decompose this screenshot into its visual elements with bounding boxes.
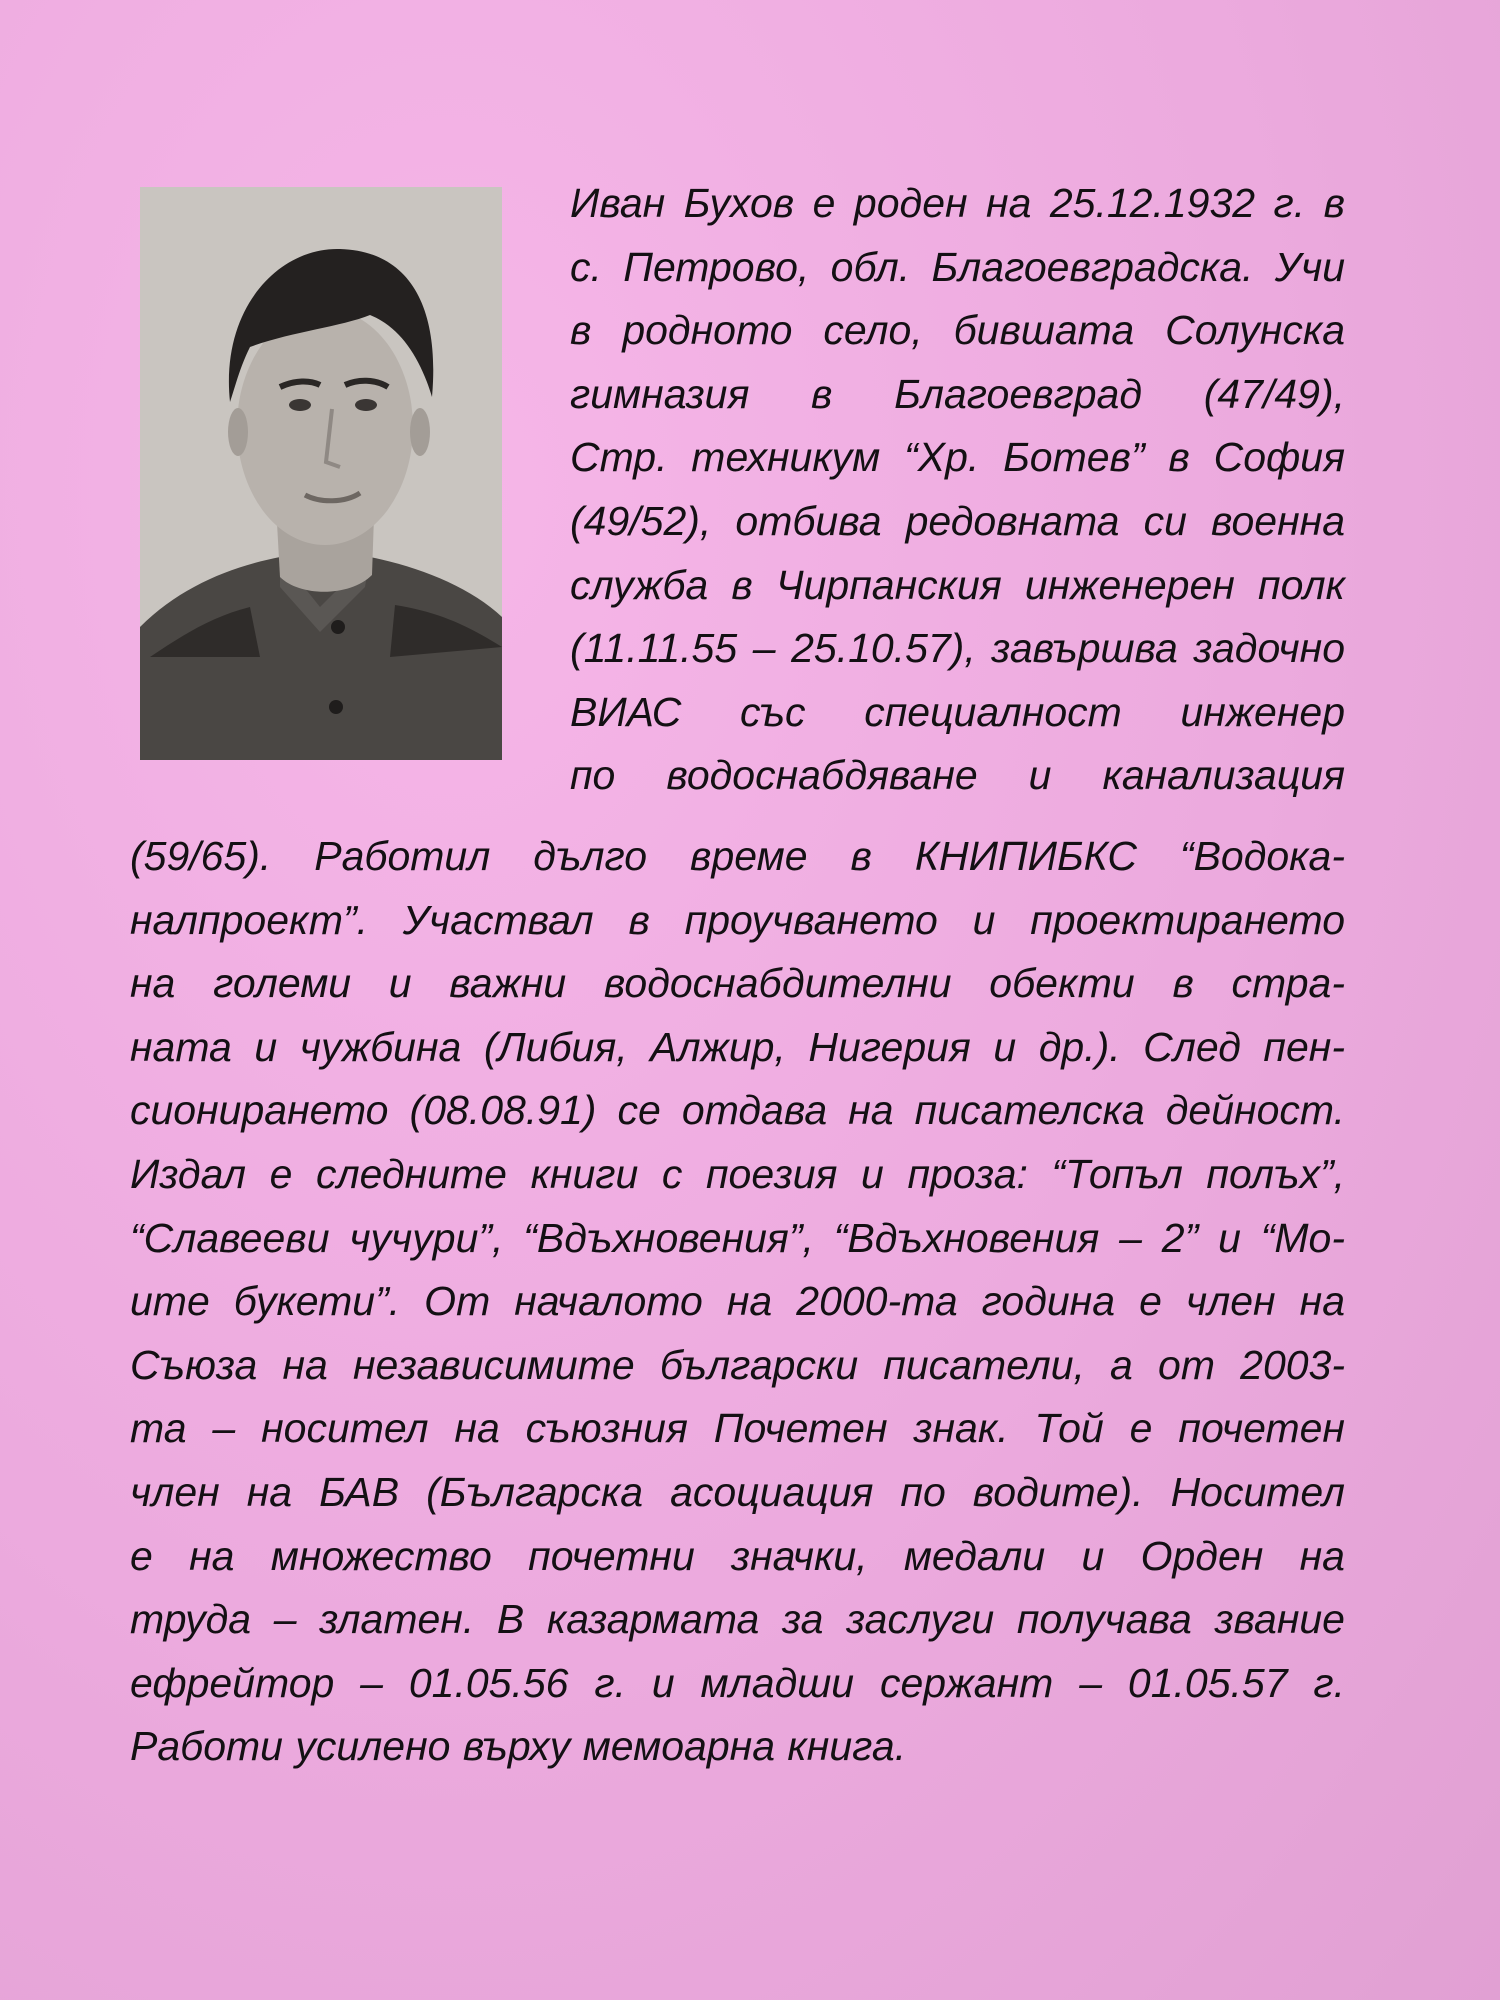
biography-paragraph-top <box>570 172 1345 808</box>
biography-line: труда – златен. В казармата за заслуги получава звание <box>130 1596 1345 1643</box>
biography-line: Съюза на независимите български писатели, а от 2003- <box>130 1341 1345 1388</box>
biography-line: “Славееви чучури”, “Вдъхновения”, “Вдъхновения – 2” и “Мо- <box>130 1214 1345 1261</box>
biography-line: ите букети”. От началото на 2000-та година е член на <box>130 1278 1345 1325</box>
biography-line: ВИАС със специалност инженер <box>570 688 1345 735</box>
biography-line: налпроект”. Участвал в проучването и проектирането <box>130 896 1345 943</box>
biography-line: служба в Чирпанския инженерен полк <box>570 561 1345 608</box>
biography-line: Издал е следните книги с поезия и проза: “Топъл полъх”, <box>130 1150 1345 1197</box>
biography-line: та – носител на съюзния Почетен знак. Той е почетен <box>130 1405 1345 1452</box>
biography-line: Работи усилено върху мемоарна книга. <box>130 1723 907 1770</box>
biography-line: Иван Бухов е роден на 25.12.1932 г. в <box>570 180 1345 226</box>
biography-line: (11.11.55 – 25.10.57), завършва задочно <box>570 625 1345 672</box>
biography-line: на големи и важни водоснабдителни обекти в стра- <box>130 960 1345 1007</box>
biography-line: ефрейтор – 01.05.56 г. и младши сержант – 01.05.57 г. <box>130 1659 1345 1706</box>
biography-line: по водоснабдяване и канализация <box>570 752 1345 799</box>
biography-line: гимназия в Благоевград (47/49), <box>570 370 1345 417</box>
biography-line: с. Петрово, обл. Благоевградска. Учи <box>570 243 1345 290</box>
biography-line: е на множество почетни значки, медали и Орден на <box>130 1532 1345 1579</box>
biography-line: ната и чужбина (Либия, Алжир, Нигерия и др.). След пен- <box>130 1023 1345 1070</box>
biography-line: (49/52), отбива редовната си военна <box>570 497 1345 544</box>
portrait-photo <box>140 187 502 760</box>
biography-line: (59/65). Работил дълго време в КНИПИБКС “Водока- <box>130 833 1345 879</box>
biography-line: сионирането (08.08.91) се отдава на писателска дейност. <box>130 1087 1345 1134</box>
biography-line: член на БАВ (Българска асоциация по водите). Носител <box>130 1468 1345 1515</box>
biography-line: Стр. техникум “Хр. Ботев” в София <box>570 434 1345 481</box>
biography-paragraph-bottom <box>130 825 1345 1779</box>
biography-line: в родното село, бившата Солунска <box>570 307 1345 354</box>
